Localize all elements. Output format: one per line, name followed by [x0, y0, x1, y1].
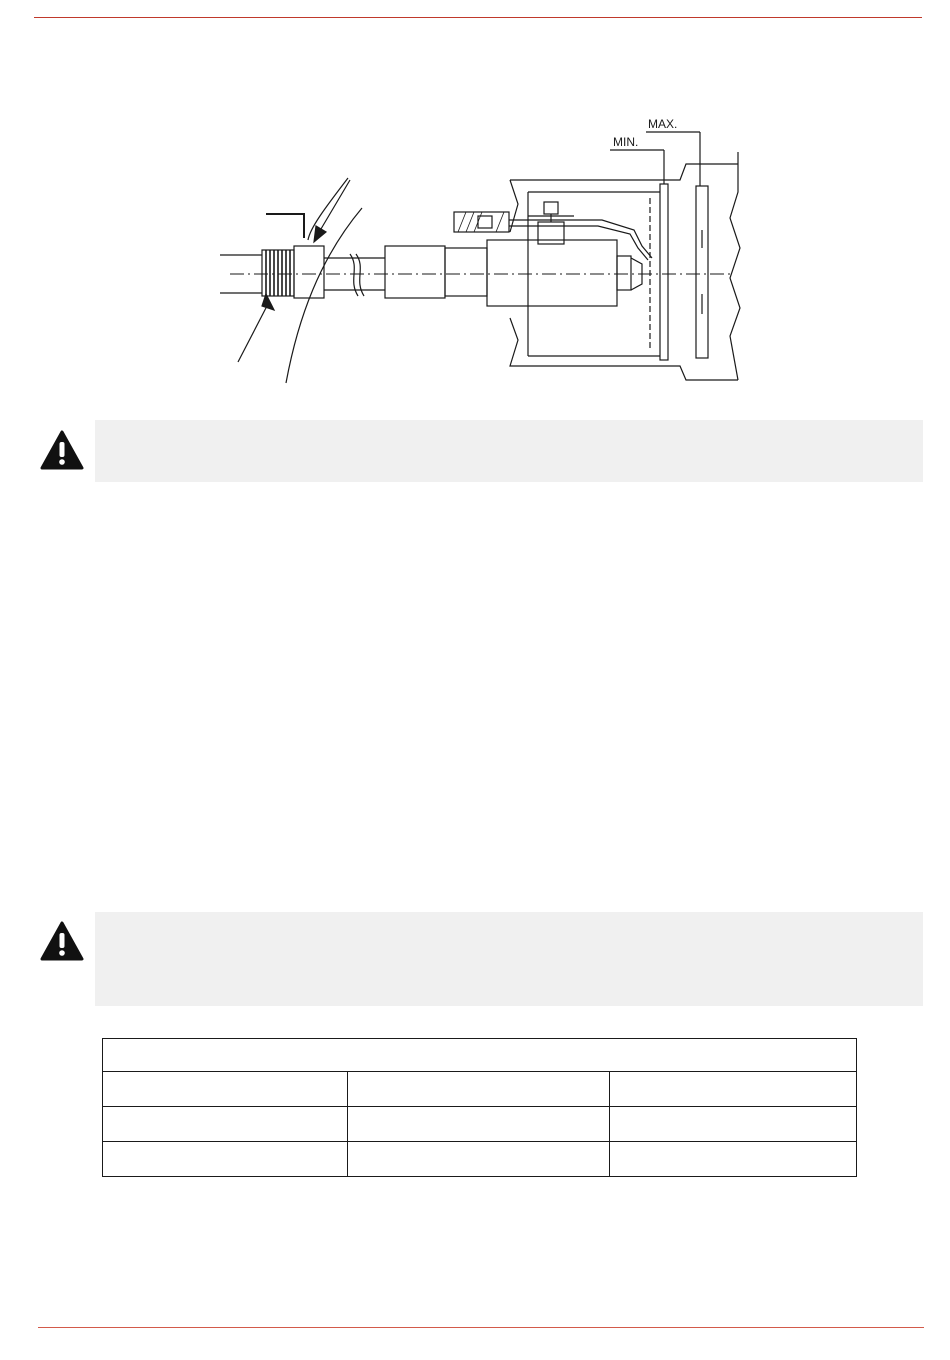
settings-table [102, 1038, 857, 1177]
table-row [103, 1072, 857, 1107]
burner-electrode-diagram [210, 108, 750, 390]
header-rule [34, 17, 922, 18]
warning-triangle-icon [40, 430, 84, 470]
table-cell [103, 1072, 348, 1107]
table-header-cell [103, 1039, 857, 1072]
warning-notice-2 [95, 912, 923, 1006]
table-cell [103, 1107, 348, 1142]
table-row [103, 1107, 857, 1142]
table-cell [348, 1072, 610, 1107]
table-cell [610, 1142, 857, 1177]
warning-notice-1 [95, 420, 923, 482]
footer-rule [38, 1327, 924, 1328]
table-cell [610, 1107, 857, 1142]
table-cell [103, 1142, 348, 1177]
table-cell [348, 1107, 610, 1142]
table-cell [348, 1142, 610, 1177]
table-header-row [103, 1039, 857, 1072]
max-position-label: MAX. [648, 117, 678, 131]
table-row [103, 1142, 857, 1177]
table-cell [610, 1072, 857, 1107]
min-position-label: MIN. [613, 135, 639, 149]
warning-triangle-icon [40, 921, 84, 961]
